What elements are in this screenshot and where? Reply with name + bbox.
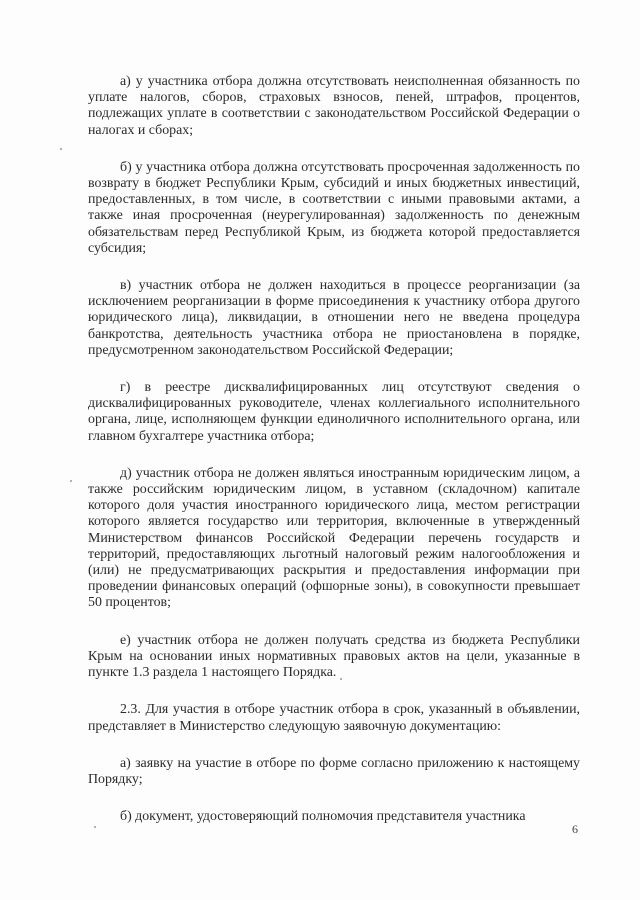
page-number: 6 bbox=[572, 822, 578, 836]
paragraph-d: д) участник отбора не должен являться иностранным юридическим лицом, а также российским юридическим лицом, в уставном (складочном) капитале которого доля участия иностранного юридического лица, местом регистрации которого является государство или территория, включенные в утвержденный Министерством финансов Российской Федерации перечень государств и территорий, предоставляющих льготный налоговый режим налогообложения и (или) не предусматривающих раскрытия и предоставления информации при проведении финансовых операций (офшорные зоны), в совокупности превышает 50 процентов; bbox=[88, 465, 580, 611]
paragraph-e: е) участник отбора не должен получать средства из бюджета Республики Крым на основании иных нормативных правовых актов на цели, указанные в пункте 1.3 раздела 1 настоящего Порядка. bbox=[88, 632, 580, 681]
paragraph-v: в) участник отбора не должен находиться в процессе реорганизации (за исключением реорганизации в форме присоединения к участнику отбора другого юридического лица), ликвидации, в отношении него не введена процедура банкротства, деятельность участника отбора не приостановлена в порядке, предусмотренном законодательством Российской Федерации; bbox=[88, 278, 580, 358]
scan-speck bbox=[94, 826, 96, 828]
scan-speck bbox=[70, 480, 72, 482]
item-a-application: а) заявку на участие в отборе по форме согласно приложению к настоящему Порядку; bbox=[88, 755, 580, 787]
scan-speck bbox=[60, 148, 62, 150]
document-body bbox=[88, 74, 580, 825]
paragraph-a: а) у участника отбора должна отсутствовать неисполненная обязанность по уплате налогов, сборов, страховых взносов, пеней, штрафов, процентов, подлежащих уплате в соответствии с законодательством Российской Федерации о налогах и сборах; bbox=[88, 74, 580, 138]
paragraph-b: б) у участника отбора должна отсутствовать просроченная задолженность по возврату в бюджет Республики Крым, субсидий и иных бюджетных инвестиций, предоставленных, в том числе, в соответствии с иными правовыми актами, а также иная просроченная (неурегулированная) задолженность по денежным обязательствам перед Республикой Крым, из бюджета которой предоставляется субсидия; bbox=[88, 159, 580, 256]
item-b-document: б) документ, удостоверяющий полномочия представителя участника bbox=[120, 809, 526, 825]
paragraph-g: г) в реестре дисквалифицированных лиц отсутствуют сведения о дисквалифицированных руководителе, членах коллегиального исполнительного органа, лице, исполняющем функции единоличного исполнительного органа, или главном бухгалтере участника отбора; bbox=[88, 380, 580, 444]
paragraph-2-3: 2.3. Для участия в отборе участник отбора в срок, указанный в объявлении, представляет в Министерство следующую заявочную документацию: bbox=[88, 702, 580, 734]
scan-speck bbox=[340, 678, 342, 680]
